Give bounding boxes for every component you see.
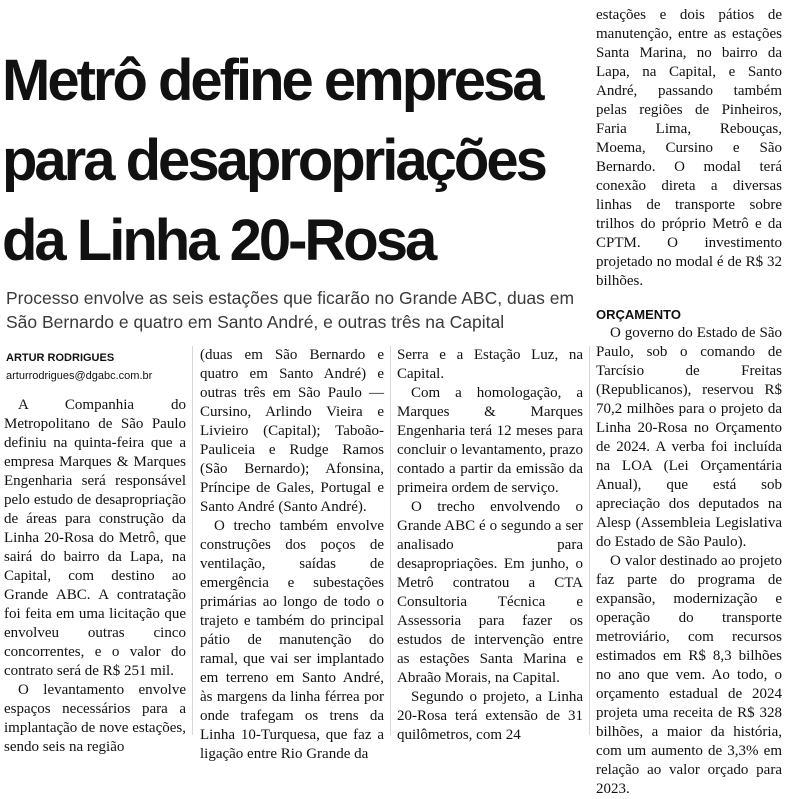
headline-line-3: da Linha 20-Rosa: [2, 207, 435, 273]
headline: [2, 41, 584, 281]
paragraph: O trecho envolvendo o Grande ABC é o segundo a ser analisado para desapropriações. Em junho, o Metrô contratou a CTA Consultoria Técnica e Assessoria para fazer os estudos de intervenção entre as estações Santa Marina e Abraão Morais, na Capital.: [397, 499, 583, 686]
byline-author: ARTUR RODRIGUES: [6, 352, 115, 364]
column-divider: [589, 346, 590, 735]
headline-line-1: Metrô define empresa: [2, 47, 542, 113]
paragraph: O trecho também envolve construções dos poços de ventilação, saídas de emergência e subestações primárias ao longo de todo o trajeto e também do principal pátio de manutenção do ramal, que vai ser implantado em terreno em Santo André, às margens da linha férrea por onde trafegam os trens da Linha 10-Turquesa, que faz a ligação entre Rio Grande da: [200, 518, 384, 762]
headline-line-2: para desapropriações: [2, 127, 545, 193]
column-divider: [390, 346, 391, 735]
section-heading: ORÇAMENTO: [596, 307, 681, 322]
paragraph: O valor destinado ao projeto faz parte do programa de expansão, modernização e operação do transporte metroviário, com recursos estimados em R$ 8,3 bilhões no ano que vem. Ao todo, o orçamento estadual de 2024 projeta uma receita de R$ 328 bilhões, a maior da história, com um aumento de 3,3% em relação ao valor orçado para 2023.: [596, 553, 782, 797]
paragraph: Serra e a Estação Luz, na Capital.: [397, 347, 583, 382]
paragraph: Segundo o projeto, a Linha 20-Rosa terá extensão de 31 quilômetros, com 24: [397, 689, 583, 743]
paragraph: O governo do Estado de São Paulo, sob o comando de Tarcísio de Freitas (Republicanos), reservou R$ 70,2 milhões para o projeto da Linha 20-Rosa no Orçamento de 2024. A verba foi incluída na LOA (Lei Orçamentária Anual), que está sob apreciação dos deputados na Alesp (Assembleia Legislativa do Estado de São Paulo).: [596, 325, 782, 550]
article-column-1: [4, 396, 186, 757]
paragraph: A Companhia do Metropolitano de São Paulo definiu na quinta-feira que a empresa Marques & Marques Engenharia será responsável pelo estudo de desapropriação de áreas para construção da Linha 20-Rosa do Metrô, que sairá do bairro da Lapa, na Capital, com destino ao Grande ABC. A contratação foi feita em uma licitação que envolveu outras cinco concorrentes, e o valor do contrato será de R$ 251 mil.: [4, 397, 186, 679]
paragraph: estações e dois pátios de manutenção, entre as estações Santa Marina, no bairro da Lapa, na Capital, e Santo André, passando também pelas regiões de Pinheiros, Faria Lima, Rebouças, Moema, Cursino e São Bernardo. O modal terá conexão direta a diversas linhas de transporte sobre trilhos do próprio Metrô e da CPTM. O investimento projetado no modal é de R$ 32 bilhões.: [596, 7, 782, 289]
paragraph: O levantamento envolve espaços necessários para a implantação de nove estações, sendo seis na região: [4, 682, 186, 755]
byline-email[interactable]: arturrodrigues@dgabc.com.br: [6, 370, 153, 382]
subheadline: Processo envolve as seis estações que ficarão no Grande ABC, duas em São Bernardo e quatro em Santo André, e outras três na Capital: [6, 288, 575, 332]
paragraph: (duas em São Bernardo e quatro em Santo André) e outras três em São Paulo — Cursino, Arlindo Vieira e Livieiro (Capital); Taboão-Pauliceia e Rudge Ramos (São Bernardo); Afonsina, Príncipe de Gales, Portugal e Santo André (Santo André).: [200, 347, 384, 515]
column-divider: [192, 346, 193, 735]
article-column-2: [200, 346, 384, 764]
article-column-3: [397, 346, 583, 745]
paragraph: Com a homologação, a Marques & Marques Engenharia terá 12 meses para concluir o levantamento, prazo contado a partir da emissão da primeira ordem de serviço.: [397, 385, 583, 496]
article-column-4: [596, 6, 782, 799]
